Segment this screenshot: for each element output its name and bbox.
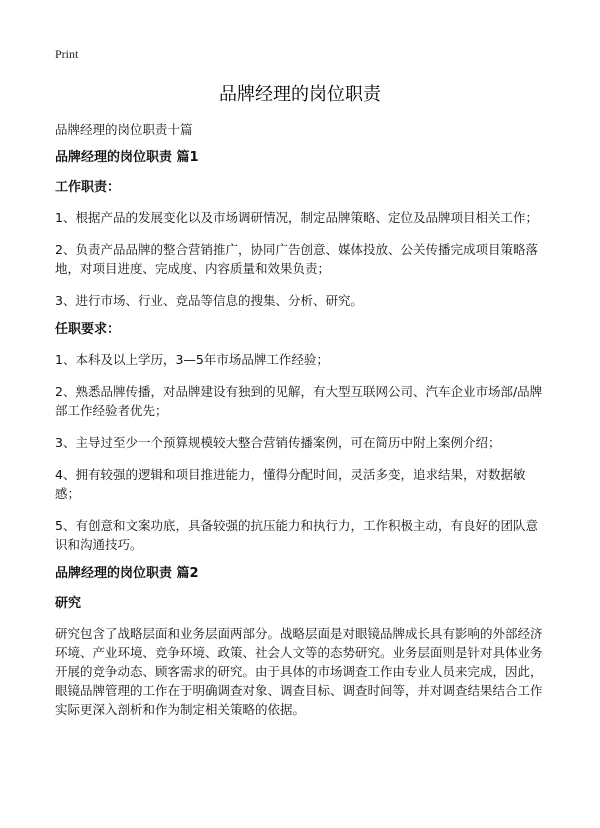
requirement-item-5: 5、有创意和文案功底，具备较强的抗压能力和执行力，工作积极主动，有良好的团队意识和沟通技巧。 xyxy=(55,518,538,552)
section-heading-2: 品牌经理的岗位职责 篇2 xyxy=(55,566,199,581)
requirement-item-4: 4、拥有较强的逻辑和项目推进能力，懂得分配时间，灵活多变，追求结果，对数据敏感； xyxy=(55,467,526,501)
research-paragraph: 研究包含了战略层面和业务层面两部分。战略层面是对眼镜品牌成长具有影响的外部经济环境、产业环境、竞争环境、政策、社会人文等的态势研究。业务层面则是针对具体业务开展的竞争动态、顾客需求的研究。由于具体的市场调查工作由专业人员来完成，因此，眼镜品牌管理的工作在于明确调查对象、调查目标、调查时间等，并对调查结果结合工作实际更深入剖析和作为制定相关策略的依据。 xyxy=(55,626,543,717)
duty-item-3: 3、进行市场、行业、竞品等信息的搜集、分析、研究。 xyxy=(55,293,363,308)
requirement-item-2: 2、熟悉品牌传播，对品牌建设有独到的见解，有大型互联网公司、汽车企业市场部/品牌部工作经验者优先； xyxy=(55,384,543,418)
document-content xyxy=(55,148,545,719)
document-subtitle: 品牌经理的岗位职责十篇 xyxy=(55,122,193,137)
duties-heading: 工作职责： xyxy=(55,180,121,195)
print-label[interactable]: Print xyxy=(55,47,79,61)
duty-item-1: 1、根据产品的发展变化以及市场调研情况，制定品牌策略、定位及品牌项目相关工作； xyxy=(55,210,538,225)
section-heading-1: 品牌经理的岗位职责 篇1 xyxy=(55,150,199,165)
requirements-heading: 任职要求： xyxy=(55,322,121,337)
duty-item-2: 2、负责产品品牌的整合营销推广，协同广告创意、媒体投放、公关传播完成项目策略落地，对项目进度、完成度、内容质量和效果负责； xyxy=(55,242,538,276)
research-heading: 研究 xyxy=(55,596,82,611)
requirement-item-3: 3、主导过至少一个预算规模较大整合营销传播案例，可在简历中附上案例介绍； xyxy=(55,435,501,450)
requirement-item-1: 1、本科及以上学历，3—5年市场品牌工作经验； xyxy=(55,352,329,367)
page-title: 品牌经理的岗位职责 xyxy=(219,84,381,105)
